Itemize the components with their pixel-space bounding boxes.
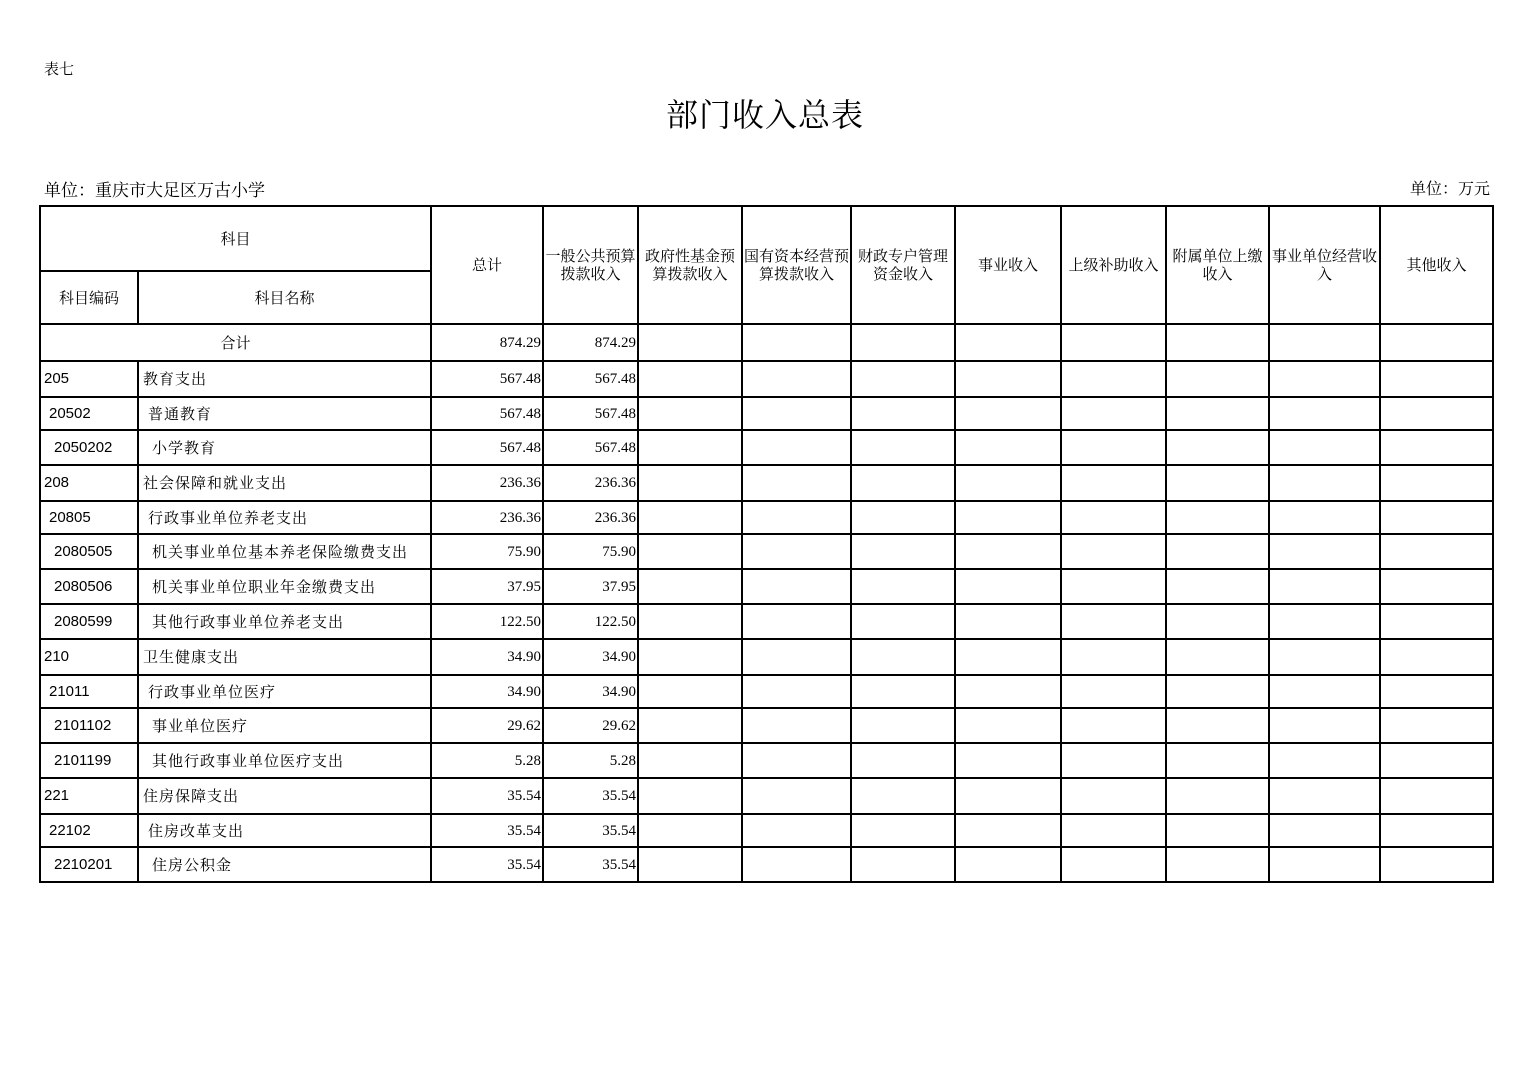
row-general-budget: 567.48 — [543, 430, 638, 465]
row-name: 行政事业单位医疗 — [138, 675, 431, 708]
row-code: 221 — [40, 778, 138, 814]
row-code: 2080506 — [40, 569, 138, 604]
row-name: 事业单位医疗 — [138, 708, 431, 743]
table-row — [40, 743, 1493, 778]
header-subject-name: 科目名称 — [138, 271, 431, 324]
row-total: 35.54 — [431, 778, 543, 814]
row-general-budget: 122.50 — [543, 604, 638, 639]
income-summary-table — [39, 205, 1494, 883]
row-code: 20805 — [40, 501, 138, 534]
row-name: 行政事业单位养老支出 — [138, 501, 431, 534]
row-name: 机关事业单位职业年金缴费支出 — [138, 569, 431, 604]
row-name: 住房保障支出 — [138, 778, 431, 814]
row-code: 2101102 — [40, 708, 138, 743]
row-code: 2050202 — [40, 430, 138, 465]
header-business-income: 事业收入 — [955, 206, 1061, 324]
table-number-label: 表七 — [44, 60, 75, 78]
table-row — [40, 604, 1493, 639]
table-row — [40, 397, 1493, 430]
page-title: 部门收入总表 — [665, 96, 864, 134]
total-label: 合计 — [40, 324, 431, 361]
row-total: 236.36 — [431, 465, 543, 501]
table-row — [40, 569, 1493, 604]
unit-name: 单位：重庆市大足区万古小学 — [44, 181, 265, 201]
row-general-budget: 567.48 — [543, 397, 638, 430]
row-general-budget: 236.36 — [543, 501, 638, 534]
row-total: 75.90 — [431, 534, 543, 569]
table-row — [40, 361, 1493, 397]
row-code: 21011 — [40, 675, 138, 708]
row-general-budget: 236.36 — [543, 465, 638, 501]
row-general-budget: 75.90 — [543, 534, 638, 569]
row-general-budget: 5.28 — [543, 743, 638, 778]
row-general-budget: 37.95 — [543, 569, 638, 604]
row-code: 2080599 — [40, 604, 138, 639]
row-name: 其他行政事业单位养老支出 — [138, 604, 431, 639]
table-row — [40, 534, 1493, 569]
total-amount: 874.29 — [431, 324, 543, 361]
row-code: 210 — [40, 639, 138, 675]
header-subject: 科目 — [40, 206, 431, 271]
table-row — [40, 430, 1493, 465]
table-row — [40, 675, 1493, 708]
row-general-budget: 34.90 — [543, 639, 638, 675]
row-general-budget: 35.54 — [543, 814, 638, 847]
table-row — [40, 814, 1493, 847]
row-name: 小学教育 — [138, 430, 431, 465]
row-code: 2080505 — [40, 534, 138, 569]
row-general-budget: 35.54 — [543, 778, 638, 814]
row-code: 208 — [40, 465, 138, 501]
row-code: 205 — [40, 361, 138, 397]
row-name: 其他行政事业单位医疗支出 — [138, 743, 431, 778]
header-subject-code: 科目编码 — [40, 271, 138, 324]
table-row — [40, 639, 1493, 675]
row-name: 教育支出 — [138, 361, 431, 397]
header-general-budget: 一般公共预算拨款收入 — [543, 206, 638, 324]
row-general-budget: 29.62 — [543, 708, 638, 743]
table-row — [40, 501, 1493, 534]
row-total: 5.28 — [431, 743, 543, 778]
row-total: 34.90 — [431, 639, 543, 675]
row-code: 2210201 — [40, 847, 138, 882]
header-government-fund: 政府性基金预算拨款收入 — [638, 206, 742, 324]
table-row — [40, 847, 1493, 882]
row-total: 567.48 — [431, 361, 543, 397]
header-superior-subsidy: 上级补助收入 — [1061, 206, 1166, 324]
row-name: 普通教育 — [138, 397, 431, 430]
header-operating-income: 事业单位经营收入 — [1269, 206, 1380, 324]
table-row — [40, 778, 1493, 814]
row-name: 卫生健康支出 — [138, 639, 431, 675]
row-name: 社会保障和就业支出 — [138, 465, 431, 501]
row-total: 236.36 — [431, 501, 543, 534]
header-total: 总计 — [431, 206, 543, 324]
row-general-budget: 567.48 — [543, 361, 638, 397]
total-row — [40, 324, 1493, 361]
row-code: 2101199 — [40, 743, 138, 778]
row-general-budget: 35.54 — [543, 847, 638, 882]
row-total: 37.95 — [431, 569, 543, 604]
header-other-income: 其他收入 — [1380, 206, 1493, 324]
row-total: 34.90 — [431, 675, 543, 708]
row-total: 29.62 — [431, 708, 543, 743]
row-general-budget: 34.90 — [543, 675, 638, 708]
row-code: 22102 — [40, 814, 138, 847]
row-total: 35.54 — [431, 814, 543, 847]
header-state-capital: 国有资本经营预算拨款收入 — [742, 206, 851, 324]
row-name: 机关事业单位基本养老保险缴费支出 — [138, 534, 431, 569]
row-total: 567.48 — [431, 430, 543, 465]
header-special-account: 财政专户管理资金收入 — [851, 206, 955, 324]
table-row — [40, 708, 1493, 743]
header-affiliated-payment: 附属单位上缴收入 — [1166, 206, 1269, 324]
row-total: 35.54 — [431, 847, 543, 882]
table-row — [40, 465, 1493, 501]
row-total: 567.48 — [431, 397, 543, 430]
currency-unit: 单位：万元 — [1409, 179, 1490, 198]
row-name: 住房公积金 — [138, 847, 431, 882]
total-general-budget: 874.29 — [543, 324, 638, 361]
row-code: 20502 — [40, 397, 138, 430]
row-total: 122.50 — [431, 604, 543, 639]
row-name: 住房改革支出 — [138, 814, 431, 847]
